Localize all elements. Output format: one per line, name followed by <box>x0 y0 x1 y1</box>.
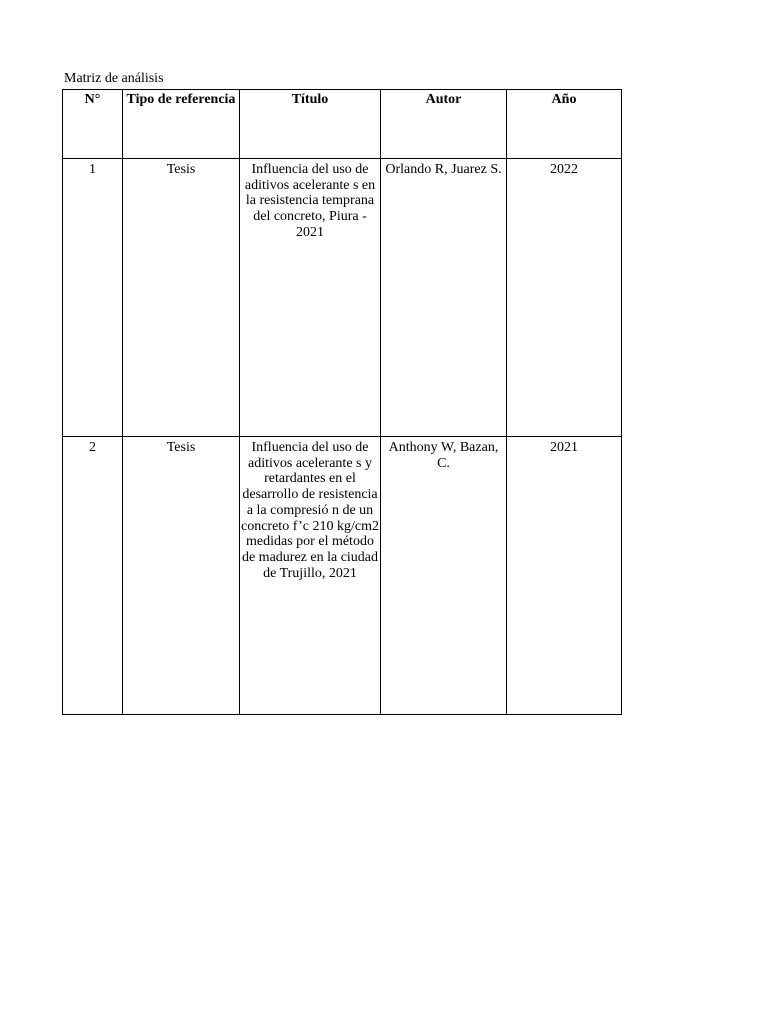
table-row <box>63 437 622 715</box>
cell-author: Anthony W, Bazan, C. <box>381 437 507 715</box>
header-title: Título <box>240 90 381 159</box>
analysis-matrix-table <box>62 89 622 715</box>
cell-author: Orlando R, Juarez S. <box>381 159 507 437</box>
cell-number: 2 <box>63 437 123 715</box>
table-body <box>63 159 622 715</box>
cell-reference-type: Tesis <box>123 159 240 437</box>
cell-year: 2021 <box>507 437 622 715</box>
header-reference-type: Tipo de referencia <box>123 90 240 159</box>
cell-title: Influencia del uso de aditivos acelerante s y retardantes en el desarrollo de resistencia a la compresió n de un concreto f’c 210 kg/cm2 medidas por el método de madurez en la ciudad de Trujillo, 2021 <box>240 437 381 715</box>
cell-reference-type: Tesis <box>123 437 240 715</box>
header-number: N° <box>63 90 123 159</box>
table-row <box>63 159 622 437</box>
cell-title: Influencia del uso de aditivos acelerante s en la resistencia temprana del concreto, Piura - 2021 <box>240 159 381 437</box>
header-row <box>63 90 622 159</box>
table-caption: Matriz de análisis <box>64 71 164 86</box>
header-author: Autor <box>381 90 507 159</box>
cell-number: 1 <box>63 159 123 437</box>
table-header <box>63 90 622 159</box>
header-year: Año <box>507 90 622 159</box>
cell-year: 2022 <box>507 159 622 437</box>
